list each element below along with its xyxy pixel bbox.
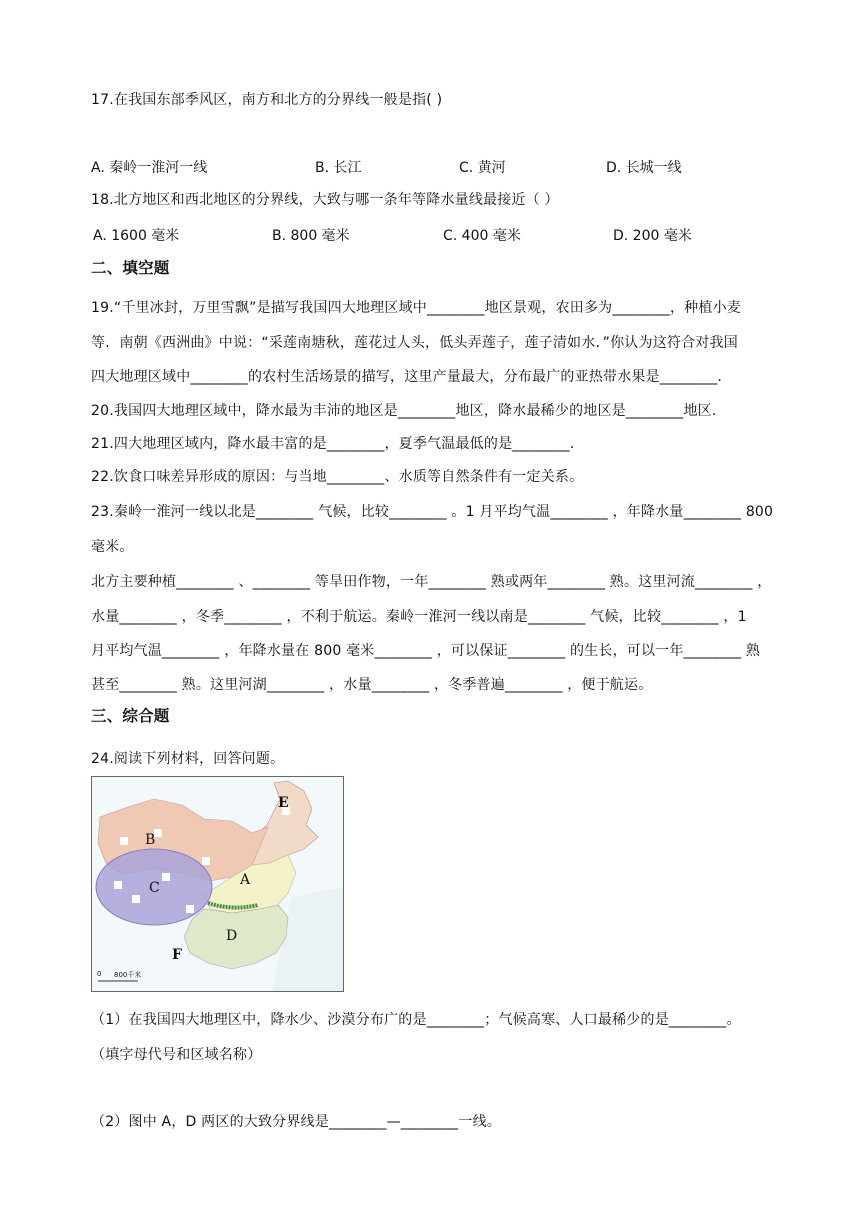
map-label-e: E (278, 795, 289, 811)
q17-stem: 17.在我国东部季风区，南方和北方的分界线一般是指( ) (91, 92, 443, 108)
q19-line-3: 四大地理区域中________的农村生活场景的描写，这里产量最大，分布最广的亚热带水果是________. (91, 369, 723, 385)
q17-option-b: B. 长江 (315, 160, 362, 176)
map-scale-label: 800千米 (114, 971, 142, 979)
q17-option-a: A. 秦岭一淮河一线 (91, 160, 208, 176)
q18-option-b: B. 800 毫米 (272, 228, 350, 244)
q23-line-1: 23.秦岭一淮河一线以北是________ 气候，比较________ 。1 月平均气温________ ，年降水量________ 800 (91, 504, 774, 520)
section-title-comprehensive: 三、综合题 (91, 707, 170, 725)
q17-option-d: D. 长城一线 (606, 160, 682, 176)
q19-line-2: 等．南朝《西洲曲》中说：“采莲南塘秋，莲花过人头，低头弄莲子，莲子清如水．”你认为这符合对我国 (91, 335, 738, 351)
map-label-d: D (226, 928, 238, 944)
q23-line-4: 水量________ ，冬季________ ，不利于航运。秦岭一淮河一线以南是________ 气候，比较________ ，1 (91, 609, 747, 625)
q23-line-6: 甚至________ 熟。这里河湖________ ，水量________ ，冬季普遍________ ，便于航运。 (91, 677, 653, 693)
map-label-a: A (240, 872, 251, 888)
q24-stem: 24.阅读下列材料，回答问题。 (91, 751, 285, 767)
map-graphic (92, 777, 343, 991)
q18-option-d: D. 200 毫米 (613, 228, 692, 244)
q17-option-c: C. 黄河 (459, 160, 506, 176)
q24-sub2: （2）图中 A，D 两区的大致分界线是________—________一线。 (91, 1114, 501, 1130)
q24-sub1-line-2: （填字母代号和区域名称） (91, 1047, 262, 1063)
map-scale-zero: 0 (97, 970, 102, 978)
map-label-f: F (172, 947, 182, 963)
q18-option-c: C. 400 毫米 (443, 228, 521, 244)
q19-line-1: 19.“千里冰封，万里雪飘”是描写我国四大地理区域中________地区景观，农田多为________，种植小麦 (91, 300, 741, 316)
q20: 20.我国四大地理区域中，降水最为丰沛的地区是________地区，降水最稀少的地区是________地区. (91, 403, 717, 419)
q21: 21.四大地理区域内，降水最丰富的是________，夏季气温最低的是________. (91, 436, 575, 452)
q23-line-2: 毫米。 (91, 539, 134, 555)
q22: 22.饮食口味差异形成的原因：与当地________、水质等自然条件有一定关系。 (91, 469, 584, 485)
china-region-map (91, 776, 344, 992)
q18-option-a: A. 1600 毫米 (93, 228, 180, 244)
q18-stem: 18.北方地区和西北地区的分界线，大致与哪一条年等降水量线最接近（ ） (91, 192, 559, 208)
map-label-b: B (145, 832, 156, 848)
map-label-c: C (149, 880, 160, 896)
q24-sub1-line-1: （1）在我国四大地理区中，降水少、沙漠分布广的是________；气候高寒、人口最稀少的是________。 (91, 1012, 741, 1028)
q23-line-3: 北方主要种植________ 、________ 等旱田作物，一年________ 熟或两年________ 熟。这里河流________ ， (91, 574, 772, 590)
section-title-fill-in: 二、填空题 (91, 259, 170, 277)
q23-line-5: 月平均气温________ ，年降水量在 800 毫米________ ，可以保证________ 的生长，可以一年________ 熟 (91, 643, 761, 659)
